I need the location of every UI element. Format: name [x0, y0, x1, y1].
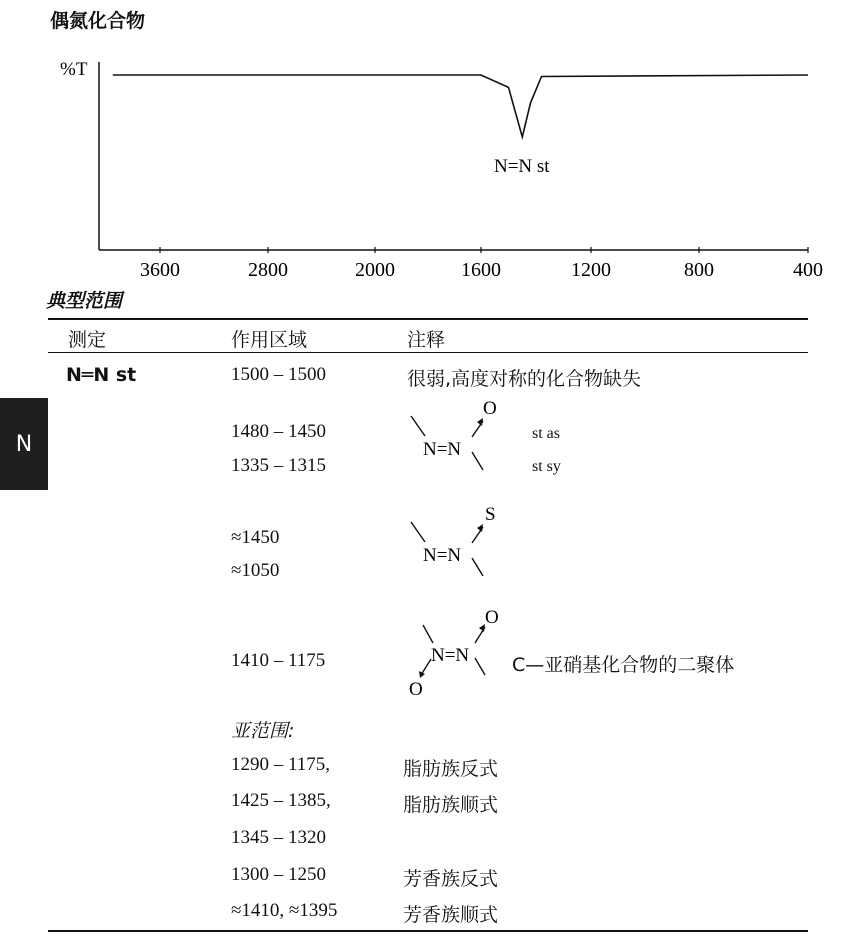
note-cell: st as [532, 425, 560, 442]
nitroso-dimer-structure-diagram [405, 605, 510, 700]
x-tick-label: 2800 [248, 259, 288, 281]
spectrum-trace [113, 75, 808, 137]
subrange-note-cell: 脂肪族顺式 [403, 794, 499, 816]
peak-label: N=N st [494, 156, 550, 177]
subrange-note-cell: 芳香族顺式 [403, 904, 499, 926]
x-tick-label: 400 [793, 259, 823, 281]
subrange-title: 亚范围: [231, 720, 295, 742]
note-cell: C—亚硝基化合物的二聚体 [512, 654, 735, 676]
ir-spectrum-chart [0, 0, 847, 290]
range-cell: ≈1050 [231, 560, 280, 581]
subrange-note-cell: 芳香族反式 [403, 868, 499, 890]
range-cell: 1500 – 1500 [231, 364, 326, 385]
azoxy-structure-diagram [405, 394, 515, 488]
header-measure: 测定 [68, 329, 107, 351]
structure-atom-nn: N=N [431, 645, 470, 666]
range-cell: 1410 – 1175 [231, 650, 326, 671]
header-range: 作用区域 [231, 329, 308, 351]
section-title: 典型范围 [46, 290, 123, 312]
header-note: 注释 [407, 329, 446, 351]
x-tick-label: 1600 [461, 259, 501, 281]
side-tab-letter: N [0, 398, 48, 490]
note-cell: 很弱,高度对称的化合物缺失 [407, 368, 642, 390]
table-top-rule [48, 318, 808, 320]
structure-atom-o: O [483, 398, 497, 419]
structure-atom-o-top: O [485, 607, 499, 628]
x-axis-ticks [140, 247, 823, 281]
structure-atom-o-bottom: O [409, 679, 423, 700]
subrange-note-cell: 脂肪族反式 [403, 758, 499, 780]
table-header-rule [48, 352, 808, 353]
x-tick-label: 3600 [140, 259, 180, 281]
y-axis-label: %T [60, 59, 88, 80]
page-title: 偶氮化合物 [50, 10, 146, 32]
structure-atom-nn: N=N [423, 545, 462, 566]
subrange-range-cell: 1425 – 1385, [231, 790, 331, 811]
azo-sulfide-structure-diagram [405, 500, 515, 592]
subrange-range-cell: 1345 – 1320 [231, 827, 326, 848]
note-cell: st sy [532, 458, 561, 475]
measure-cell: N═N st [66, 364, 137, 386]
subrange-range-cell: 1300 – 1250 [231, 864, 326, 885]
subrange-range-cell: 1290 – 1175, [231, 754, 331, 775]
range-cell: 1335 – 1315 [231, 455, 326, 476]
x-tick-label: 800 [684, 259, 714, 281]
range-cell: 1480 – 1450 [231, 421, 326, 442]
range-cell: ≈1450 [231, 527, 280, 548]
x-tick-label: 1200 [571, 259, 611, 281]
subrange-range-cell: ≈1410, ≈1395 [231, 900, 338, 921]
structure-atom-nn: N=N [423, 439, 462, 460]
table-bottom-rule [48, 930, 808, 932]
x-tick-label: 2000 [355, 259, 395, 281]
structure-atom-s: S [485, 504, 496, 525]
